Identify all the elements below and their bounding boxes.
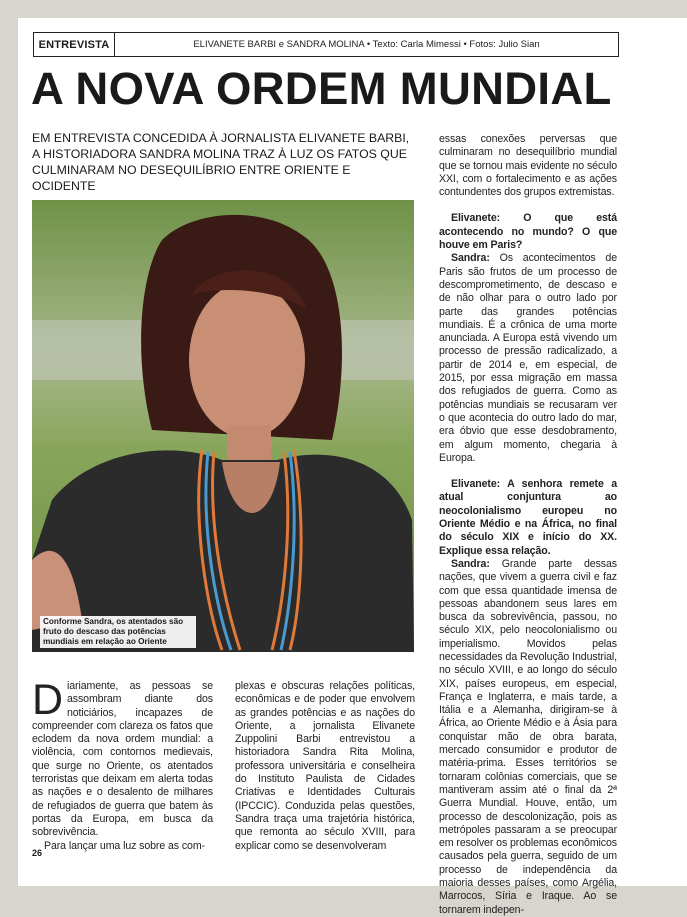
article-column-left — [32, 676, 213, 853]
lead-paragraph — [32, 676, 213, 840]
photo-caption: Conforme Sandra, os atentados são fruto do descaso das potências mundiais em relação ao Oriente — [40, 616, 196, 648]
lead-text: iariamente, as pessoas se assombram diante dos noticiários, incapazes de compreender com clareza os fatos que eclodem da nova ordem mundial: a violência, com contornos medievais, que surge no Oriente, os atentados terroristas que deixam em alerta todas as nações e o desalento de milhares de refugiados de guerra que batem às portas da Europa, em busca da sobrevivência. — [32, 680, 213, 839]
question-1: Elivanete: O que está acontecendo no mundo? O que houve em Paris? — [439, 212, 617, 252]
headline: A NOVA ORDEM MUNDIAL — [31, 63, 612, 114]
paragraph: essas conexões perversas que culminaram no desequilíbrio mundial que se tornou mais evidente no século XXI, com o fortalecimento e as ações contundentes dos grupos extremistas. — [439, 133, 617, 199]
answer-text: Grande parte dessas nações, que vivem a guerra civil e faz com que essa quantidade imensa de pessoas abandonem seus lares em busca da sobrevivência, passou, no século XIX, pelo neocolonialismo ou imperialismo. Movidos pelas necessidades da Revolução Industrial, no século XVIII, e ao longo do século XIX, países europeus, em especial, França e Inglaterra, e mais tarde, a Itália e a Alemanha, dirigiram-se à África, ao Oriente Médio e à Ásia para conquistar mão de obra barata, mercado consumidor e produtor de matéria-prima. Esses territórios se tornaram colônias comerciais, que se mantiveram assim até o final da 2ª Guerra Mundial. Houve, então, um processo de descolonização, pois as metrópoles passaram a se preocupar em resolver os problemas econômicos causados pela guerra, seguido de um processo de independência da maioria desses países, como Argélia, Marrocos, Síria e Iraque. Ao se tornarem indepen- — [439, 557, 617, 916]
section-tag: ENTREVISTA — [34, 33, 115, 56]
answer-speaker: Sandra: — [451, 252, 490, 265]
question-2: Elivanete: A senhora remete a atual conjuntura ao neocolonialismo europeu no Oriente Médio e na África, no final do século XIX e início do XX. Explique essa relação. — [439, 478, 617, 557]
answer-2 — [439, 558, 617, 917]
header-bar — [33, 32, 619, 57]
article-column-right — [439, 133, 617, 917]
answer-text: Os acontecimentos de Paris são frutos de um processo de descomprometimento, de descaso e de não olhar para o outro lado por parte das grandes potências mundiais. É a crônica de uma morte anunciada. A Europa está vivendo um processo de pressão radicalizado, a partir de 2014 e, em especial, de 2015, por essa migração em massa dos refugiados de guerra. Como as potências mundiais se recusaram ver o que acontecia do outro lado do mar, era óbvio que esse desdobramento, em algum momento, chegaria à Europa. — [439, 252, 617, 464]
standfirst: EM ENTREVISTA CONCEDIDA À JORNALISTA ELIVANETE BARBI, A HISTORIADORA SANDRA MOLINA TRAZ À LUZ OS FATOS QUE CULMINARAM NO DESEQUILÍBRIO ENTRE ORIENTE E OCIDENTE — [32, 131, 410, 193]
article-column-middle — [235, 680, 415, 853]
interview-photo — [32, 200, 414, 652]
answer-speaker: Sandra: — [451, 557, 490, 570]
paragraph: plexas e obscuras relações políticas, econômicas e de poder que envolvem as grandes potências e as nações do Oriente, a jornalista Elivanete Zuppolini Barbi entrevistou a historiadora Sandra Rita Molina, professora universitária e conselheira do Instituto Paulista de Cidades Criativas e Identidades Culturais (IPCCIC). Conduzida pelas questões, Sandra traça uma trajetória histórica, que remonta ao século XVIII, para explicar como se desenvolveram — [235, 680, 415, 852]
drop-cap: D — [32, 676, 63, 724]
paragraph: Para lançar uma luz sobre as com- — [44, 839, 205, 852]
portrait-illustration — [32, 200, 414, 652]
answer-1 — [439, 252, 617, 465]
page-number: 26 — [32, 848, 43, 858]
credits-line: ELIVANETE BARBI e SANDRA MOLINA • Texto: Carla Mimessi • Fotos: Julio Sian — [193, 39, 540, 50]
